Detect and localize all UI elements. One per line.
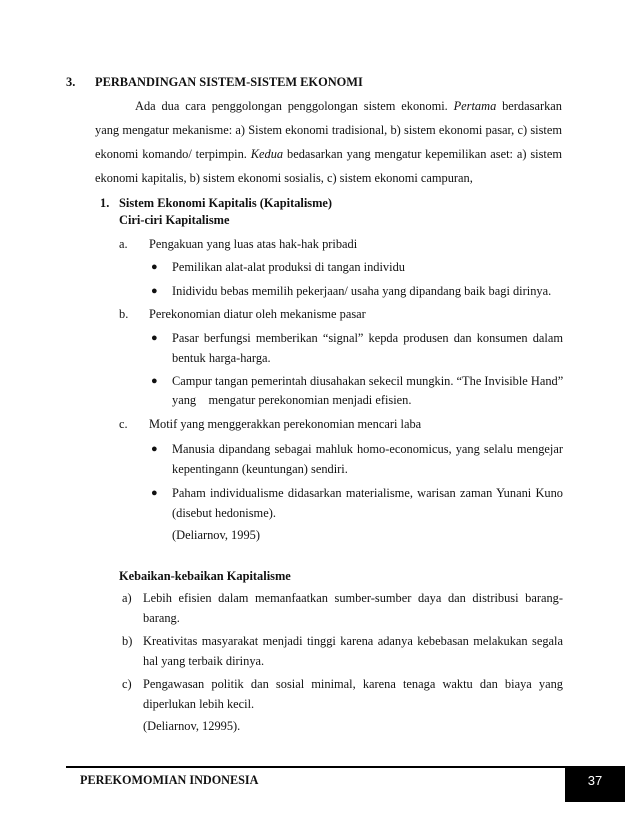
bullet-text: Pasar berfungsi memberikan “signal” kepda produsen dan konsumen dalam bbox=[172, 331, 563, 345]
intro-paragraph-line-4: ekonomi kapitalis, b) sistem ekonomi sosialis, c) sistem ekonomi campuran, bbox=[95, 171, 473, 185]
bullet-text: Pemilikan alat-alat produksi di tangan individu bbox=[172, 260, 405, 274]
item-text: Motif yang menggerakkan perekonomian mencari laba bbox=[149, 417, 422, 431]
bullet-text-continuation: kepentingann (keuntungan) sendiri. bbox=[172, 462, 348, 476]
section-title: PERBANDINGAN SISTEM-SISTEM EKONOMI bbox=[95, 75, 363, 89]
intro-paragraph-line-3: ekonomi komando/ terpimpin. Kedua bedasarkan yang mengatur kepemilikan aset: a) sistem bbox=[95, 147, 562, 161]
list-item-text: Lebih efisien dalam memanfaatkan sumber-sumber daya dan distribusi barang- bbox=[143, 591, 563, 605]
bullet-icon: ● bbox=[151, 285, 158, 297]
bullet-text-continuation: yang mengatur perekonomian menjadi efisien. bbox=[172, 393, 412, 407]
intro-paragraph-line-1: Ada dua cara penggolongan penggolongan sistem ekonomi. Pertama berdasarkan bbox=[135, 99, 562, 113]
list-item-continuation: hal yang terbaik dirinya. bbox=[143, 654, 265, 668]
list-marker: a) bbox=[122, 591, 132, 605]
list-item-continuation: diperlukan lebih kecil. bbox=[143, 697, 255, 711]
list-marker: b) bbox=[122, 634, 133, 648]
bullet-icon: ● bbox=[151, 487, 158, 499]
item-marker: a. bbox=[119, 237, 128, 251]
bullet-text: Paham individualisme didasarkan materialisme, warisan zaman Yunani Kuno bbox=[172, 486, 563, 500]
item-text: Perekonomian diatur oleh mekanisme pasar bbox=[149, 307, 366, 321]
bullet-text: Manusia dipandang sebagai mahluk homo-economicus, yang selalu mengejar bbox=[172, 442, 563, 456]
list-item-continuation: barang. bbox=[143, 611, 180, 625]
list-item-text: Kreativitas masyarakat menjadi tinggi karena adanya kebebasan melakukan segala bbox=[143, 634, 563, 648]
footer-title: PEREKOMOMIAN INDONESIA bbox=[80, 773, 259, 787]
bullet-icon: ● bbox=[151, 443, 158, 455]
bullet-text-continuation: (disebut hedonisme). bbox=[172, 506, 276, 520]
bullet-text: Campur tangan pemerintah diusahakan sekecil mungkin. “The Invisible Hand” bbox=[172, 374, 564, 388]
list-item-text: Pengawasan politik dan sosial minimal, karena tenaga waktu dan biaya yang bbox=[143, 677, 563, 691]
subsection-title: Sistem Ekonomi Kapitalis (Kapitalisme) bbox=[119, 196, 333, 210]
list-marker: c) bbox=[122, 677, 132, 691]
ciri-heading: Ciri-ciri Kapitalisme bbox=[119, 213, 230, 227]
item-text: Pengakuan yang luas atas hak-hak pribadi bbox=[149, 237, 358, 251]
page-number: 37 bbox=[565, 766, 625, 802]
citation: (Deliarnov, 12995). bbox=[143, 719, 241, 733]
subsection-number: 1. bbox=[100, 196, 110, 210]
kebaikan-heading: Kebaikan-kebaikan Kapitalisme bbox=[119, 569, 291, 583]
bullet-icon: ● bbox=[151, 261, 158, 273]
bullet-icon: ● bbox=[151, 332, 158, 344]
bullet-text: Inidividu bebas memilih pekerjaan/ usaha yang dipandang baik bagi dirinya. bbox=[172, 284, 552, 298]
bullet-icon: ● bbox=[151, 375, 158, 387]
bullet-text-continuation: bentuk harga-harga. bbox=[172, 351, 271, 365]
section-number: 3. bbox=[66, 75, 76, 89]
footer-rule bbox=[66, 766, 568, 768]
intro-paragraph-line-2: yang mengatur mekanisme: a) Sistem ekonomi tradisional, b) sistem ekonomi pasar, c) sistem bbox=[95, 123, 562, 137]
item-marker: b. bbox=[119, 307, 129, 321]
citation: (Deliarnov, 1995) bbox=[172, 528, 260, 542]
item-marker: c. bbox=[119, 417, 128, 431]
